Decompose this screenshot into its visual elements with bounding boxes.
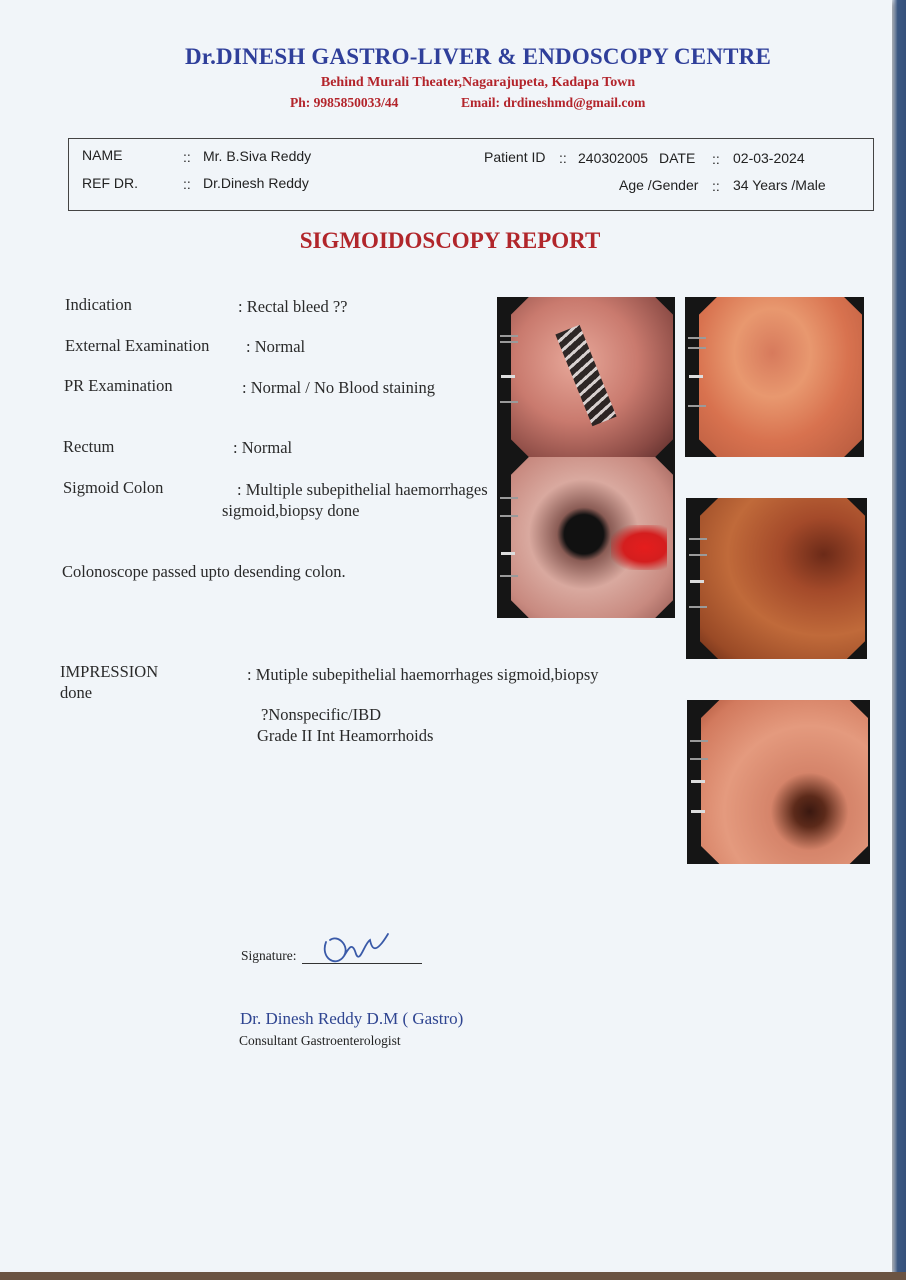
sigmoid-value-line2: sigmoid,biopsy done	[222, 501, 360, 520]
signature-label: Signature:	[241, 948, 297, 963]
name-separator: ::	[183, 149, 191, 165]
table-surface	[0, 1272, 906, 1280]
endoscopy-image-1	[497, 297, 675, 457]
patient-id-label: Patient ID	[484, 149, 546, 165]
impression-label-continued: done	[60, 683, 93, 702]
external-exam-value: : Normal	[246, 337, 306, 356]
patient-id-separator: ::	[559, 150, 567, 166]
doctor-role: Consultant Gastroenterologist	[239, 1033, 401, 1048]
doctor-name: Dr. Dinesh Reddy D.M ( Gastro)	[240, 1009, 464, 1028]
clinic-phone: Ph: 9985850033/44	[290, 95, 399, 110]
age-gender-value: 34 Years /Male	[733, 177, 826, 193]
background-edge	[892, 0, 906, 1272]
indication-value: : Rectal bleed ??	[238, 297, 348, 316]
sigmoid-value-line1: : Multiple subepithelial haemorrhages	[237, 480, 488, 499]
date-separator: ::	[712, 151, 720, 167]
clinic-address: Behind Murali Theater,Nagarajupeta, Kadapa Town	[320, 75, 636, 90]
endoscopy-image-3	[497, 457, 675, 618]
colonoscope-note: Colonoscope passed upto desending colon.	[62, 562, 346, 581]
clinic-email: Email: drdineshmd@gmail.com	[461, 95, 646, 110]
name-label: NAME	[82, 147, 123, 163]
impression-line1: : Mutiple subepithelial haemorrhages sigmoid,biopsy	[247, 665, 599, 684]
endoscopy-image-4	[686, 498, 867, 659]
endoscopy-image-5	[687, 700, 870, 864]
ref-separator: ::	[183, 176, 191, 192]
pr-exam-value: : Normal / No Blood staining	[242, 378, 435, 397]
name-value: Mr. B.Siva Reddy	[203, 148, 312, 164]
date-label: DATE	[659, 150, 696, 166]
handwritten-signature	[318, 928, 392, 972]
pr-exam-label: PR Examination	[64, 376, 173, 395]
ref-value: Dr.Dinesh Reddy	[203, 175, 309, 191]
sigmoid-label: Sigmoid Colon	[63, 478, 164, 497]
endoscopy-image-2	[685, 297, 864, 457]
impression-line3: Grade II Int Heamorrhoids	[257, 726, 434, 745]
report-title: SIGMOIDOSCOPY REPORT	[299, 228, 601, 253]
age-gender-separator: ::	[712, 178, 720, 194]
impression-label: IMPRESSION	[60, 662, 159, 681]
rectum-label: Rectum	[63, 437, 115, 456]
indication-label: Indication	[65, 295, 132, 314]
ref-label: REF DR.	[82, 175, 138, 191]
patient-id-value: 240302005	[578, 150, 649, 166]
external-exam-label: External Examination	[65, 336, 210, 355]
age-gender-label: Age /Gender	[619, 177, 699, 193]
rectum-value: : Normal	[233, 438, 293, 457]
clinic-title: Dr.DINESH GASTRO-LIVER & ENDOSCOPY CENTRE	[184, 44, 772, 69]
date-value: 02-03-2024	[733, 150, 805, 166]
impression-line2: ?Nonspecific/IBD	[261, 705, 382, 724]
